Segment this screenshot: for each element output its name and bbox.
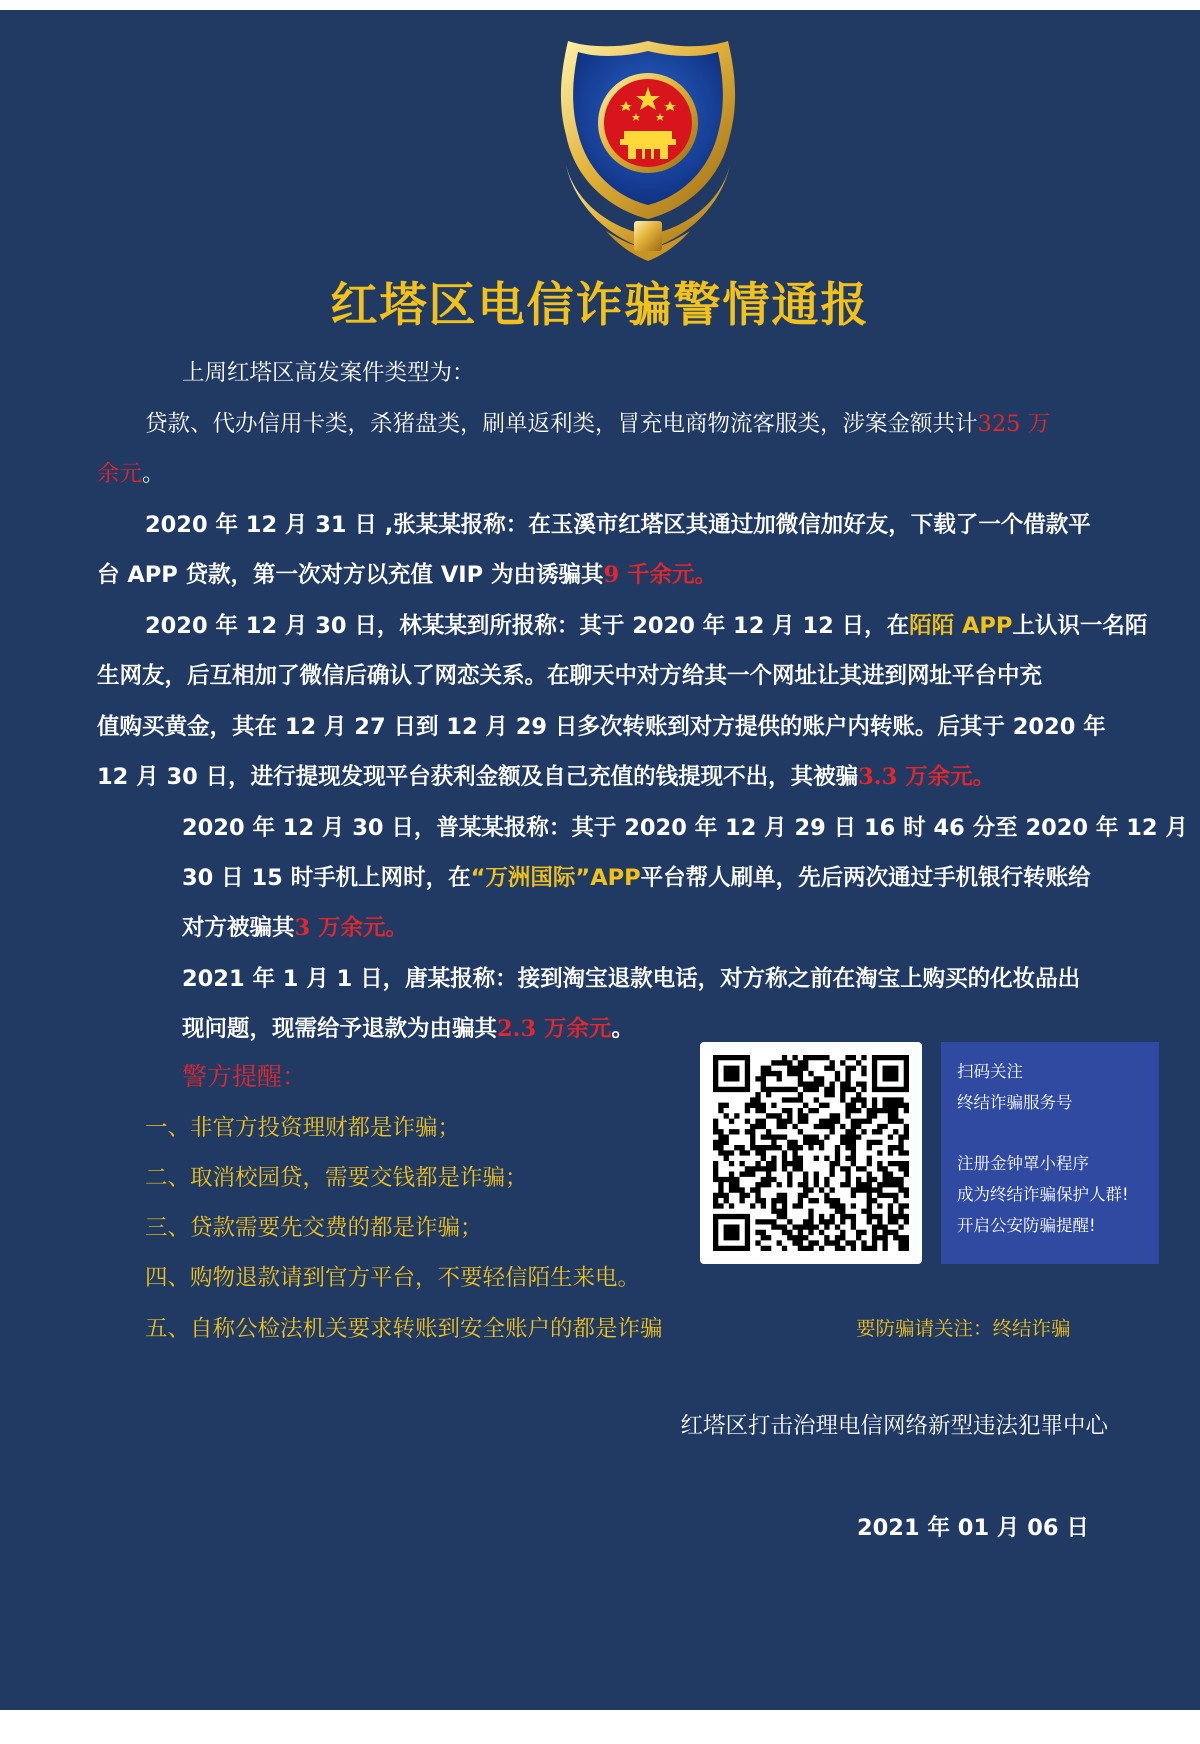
- case3-app: “万洲国际”APP: [470, 865, 641, 891]
- case4-amount: 2.3 万余元: [497, 1016, 612, 1042]
- alert-item: 五、自称公检法机关要求转账到安全账户的都是诈骗: [145, 1316, 663, 1342]
- case4-line-1: 2021 年 1 月 1 日，唐某报称：接到淘宝退款电话，对方称之前在淘宝上购买的化妆品出: [182, 966, 1081, 992]
- case3-amount: 3 万余元。: [294, 915, 409, 941]
- alert-item: 三、贷款需要先交费的都是诈骗；: [145, 1215, 483, 1241]
- case1-line-2: 台 APP 贷款，第一次对方以充值 VIP 为由诱骗其9 千余元。: [97, 562, 718, 588]
- case1-line-1: 2020 年 12 月 31 日 ,张某某报称：在玉溪市红塔区其通过加微信加好友，下载了一个借款平: [145, 512, 1091, 538]
- case2-line-3: 值购买黄金，其在 12 月 27 日到 12 月 29 日多次转账到对方提供的账户内转账。后其于 2020 年: [97, 714, 1106, 740]
- notice-poster: [0, 10, 1200, 1710]
- qr-info-line: 终结诈骗服务号: [957, 1093, 1073, 1112]
- case4-line-2: 现问题，现需给予退款为由骗其2.3 万余元。: [182, 1016, 635, 1042]
- case2-line-1: 2020 年 12 月 30 日，林某某到所报称：其于 2020 年 12 月 12 日，在陌陌 APP上认识一名陌: [145, 613, 1148, 639]
- alert-item: 一、非官方投资理财都是诈骗；: [145, 1115, 461, 1141]
- alerts-title: 警方提醒：: [182, 1062, 308, 1091]
- qr-code-panel: [700, 1042, 922, 1264]
- case1-amount: 9 千余元。: [603, 562, 718, 588]
- alert-item: 二、取消校园贷，需要交钱都是诈骗；: [145, 1165, 528, 1191]
- qr-info-line: 扫码关注: [957, 1062, 1023, 1081]
- case3-line-1: 2020 年 12 月 30 日，普某某报称：其于 2020 年 12 月 29 日 16 时 46 分至 2020 年 12 月: [182, 815, 1188, 841]
- intro-line-3: 余元。: [97, 461, 165, 487]
- case2-line-2: 生网友，后互相加了微信后确认了网恋关系。在聊天中对方给其一个网址让其进到网址平台中充: [97, 663, 1043, 689]
- qr-info-line: 开启公安防骗提醒!: [957, 1216, 1096, 1235]
- qr-info-panel: [941, 1042, 1159, 1264]
- case3-line-2: 30 日 15 时手机上网时，在“万洲国际”APP平台帮人刷单，先后两次通过手机银行转账给: [182, 865, 1091, 891]
- police-emblem-icon: [546, 35, 750, 267]
- organization-signature: 红塔区打击治理电信网络新型违法犯罪中心: [680, 1413, 1108, 1439]
- case2-line-4: 12 月 30 日，进行提现发现平台获利金额及自己充值的钱提现不出，其被骗3.3 万余元。: [97, 764, 996, 790]
- qr-code-icon[interactable]: [713, 1055, 909, 1251]
- intro-line-2: 贷款、代办信用卡类，杀猪盘类，刷单返利类，冒充电商物流客服类，涉案金额共计325 万: [145, 411, 1051, 437]
- qr-info-line: 成为终结诈骗保护人群!: [957, 1185, 1129, 1204]
- intro-line-1: 上周红塔区高发案件类型为：: [182, 360, 475, 386]
- issue-date: 2021 年 01 月 06 日: [857, 1515, 1089, 1541]
- intro-amount: 325 万: [977, 411, 1051, 437]
- follow-note: 要防骗请关注：终结诈骗: [856, 1317, 1071, 1340]
- qr-info-line: 注册金钟罩小程序: [957, 1154, 1089, 1173]
- page-title: 红塔区电信诈骗警情通报: [330, 278, 870, 333]
- alert-item: 四、购物退款请到官方平台，不要轻信陌生来电。: [145, 1265, 641, 1291]
- case3-line-3: 对方被骗其3 万余元。: [182, 915, 409, 941]
- case2-app: 陌陌 APP: [909, 613, 1013, 639]
- case2-amount: 3.3 万余元。: [858, 764, 996, 790]
